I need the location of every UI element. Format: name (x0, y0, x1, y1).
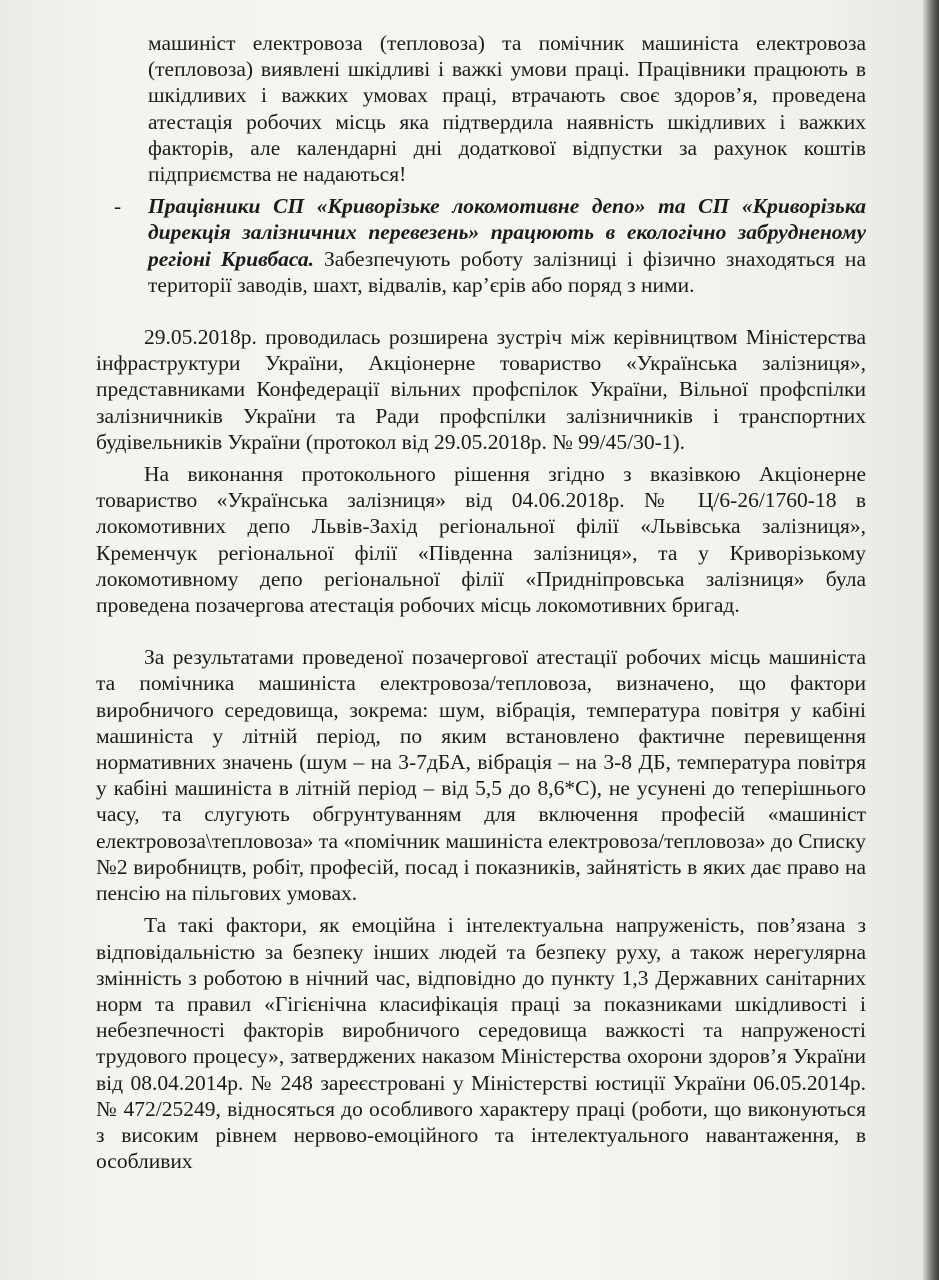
document-body (96, 30, 866, 1174)
paragraph-results: За результатами проведеної позачергової атестації робочих місць машиніста та помічника машиніста електровоза/тепловоза, визначено, що фактори виробничого середовища, зокрема: шум, вібрація, температура повітря у кабіні машиніста у літній період, по яким встановлено фактичне перевищення нормативних значень (шум – на 3-7дБА, вібрація – на 3-8 ДБ, температура повітря у кабіні машиніста в літній період – від 5,5 до 8,6*С), не усунені до теперішнього часу, та слугують обгрунтуванням для включення професій «машиніст електровоза\тепловоза» та «помічник машиніста електровоза/тепловоза» до Списку №2 виробництв, робіт, професій, посад і показників, зайнятість в яких дає право на пенсію на пільгових умовах. (96, 645, 866, 906)
page-edge-shadow (923, 0, 939, 1280)
bullet-regular-text: Забезпечують роботу залізниці і фізично знаходяться на території заводів, шахт, відвалів, кар’єрів або поряд з ними. (148, 246, 866, 297)
paragraph-factors: Та такі фактори, як емоційна і інтелектуальна напруженість, пов’язана з відповідальністю за безпеку інших людей та безпеку руху, а також нерегулярна змінність з роботою в нічний час, відповідно до пункту 1,3 Державних санітарних норм та правил «Гігієнічна класифікація праці за показниками шкідливості і небезпечності факторів виробничого середовища важкості та напруженості трудового процесу», затверджених наказом Міністерства охорони здоров’я України від 08.04.2014р. № 248 зареєстровані у Міністерстві юстиції України 06.05.2014р. № 472/25249, відносяться до особливого характеру праці (роботи, що виконуються з високим рівнем нервово-емоційного та інтелектуального навантаження, в особливих (96, 913, 866, 1174)
bullet-dash: - (114, 194, 122, 219)
bullet-item (96, 193, 866, 298)
bullet-bold-text: Працівники СП «Криворізьке локомотивне депо» та СП «Криворізька дирекція залізничних перевезень» працюють в екологічно забрудненому регіоні Кривбаса. (148, 194, 866, 271)
paragraph-attestation: На виконання протокольного рішення згідно з вказівкою Акціонерне товариство «Українська залізниця» від 04.06.2018р. № Ц/6-26/1760-18 в локомотивних депо Львів-Захід регіональної філії «Львівська залізниця», Кременчук регіональної філії «Південна залізниця», та у Криворізькому локомотивному депо регіональної філії «Придніпровська залізниця» була проведена позачергова атестація робочих місць локомотивних бригад. (96, 462, 866, 618)
bullet-text (148, 193, 866, 298)
paragraph-meeting: 29.05.2018р. проводилась розширена зустріч між керівництвом Міністерства інфраструктури України, Акціонерне товариство «Українська залізниця», представниками Конфедерації вільних профспілок України, Вільної профспілки залізничників України та Ради профспілки залізничників і транспортних будівельників України (протокол від 29.05.2018р. № 99/45/30-1). (96, 325, 866, 454)
paragraph-continuation: машиніст електровоза (тепловоза) та помічник машиніста електровоза (тепловоза) виявлені шкідливі і важкі умови праці. Працівники працюють в шкідливих і важких умовах праці, втрачають своє здоров’я, проведена атестація робочих місць яка підтвердила наявність шкідливих і важких факторів, але календарні дні додаткової відпустки за рахунок коштів підприємства не надаються! (148, 31, 866, 187)
